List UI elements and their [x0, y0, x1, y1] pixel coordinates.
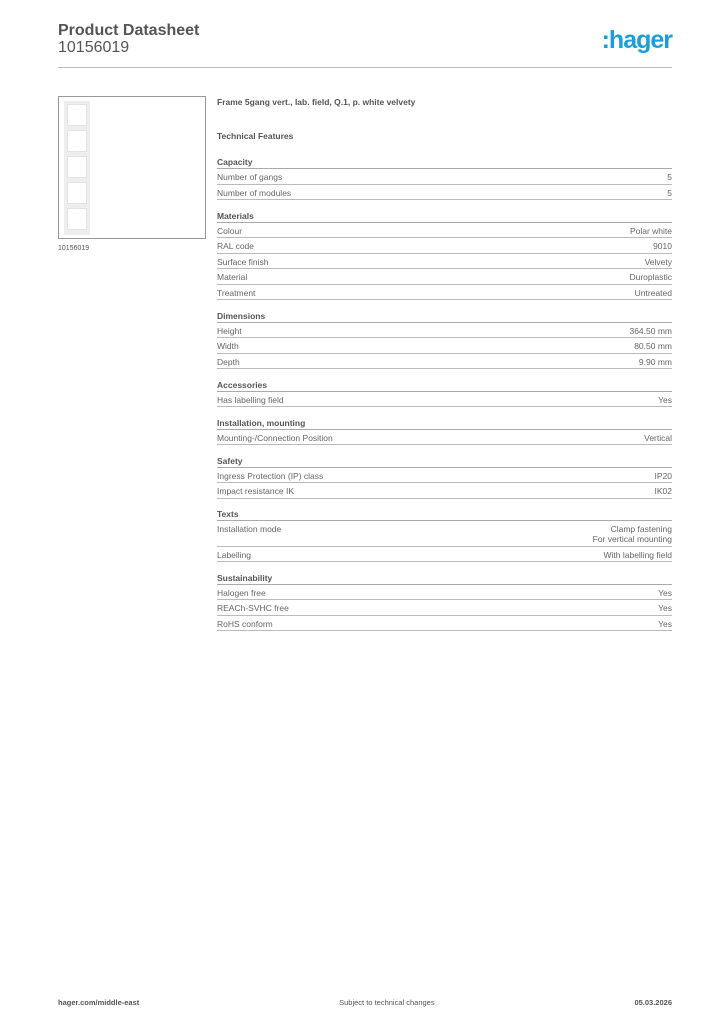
spec-label: Treatment	[217, 287, 256, 298]
gang-slot	[67, 182, 87, 204]
spec-value: Yes	[658, 603, 672, 613]
spec-label: Number of modules	[217, 187, 292, 198]
spec-label: Has labelling field	[217, 394, 284, 405]
spec-row	[217, 521, 672, 547]
spec-value: 80.50 mm	[634, 341, 672, 351]
spec-label: Colour	[217, 225, 243, 236]
gang-slot	[67, 104, 87, 126]
spec-value: Duroplastic	[629, 272, 672, 282]
page-title: Product Datasheet	[58, 22, 200, 39]
section-heading: Installation, mounting	[217, 417, 672, 430]
spec-label: Labelling	[217, 549, 252, 560]
spec-row	[217, 254, 672, 270]
spec-value: Yes	[658, 618, 672, 629]
spec-value: Velvety	[644, 256, 672, 267]
spec-row	[217, 269, 672, 285]
section-heading: Dimensions	[217, 310, 672, 323]
spec-content	[217, 96, 672, 641]
spec-value: Untreated	[634, 287, 672, 298]
spec-label: Material	[217, 272, 248, 282]
spec-value: IK02	[654, 486, 672, 496]
section-heading: Texts	[217, 508, 672, 521]
spec-row	[217, 547, 672, 563]
spec-section	[217, 572, 672, 632]
spec-value: Yes	[658, 587, 672, 598]
footer	[58, 998, 672, 1007]
section-heading: Materials	[217, 210, 672, 223]
spec-value: 364.50 mm	[629, 325, 672, 336]
spec-value: 9.90 mm	[638, 356, 672, 367]
spec-value: Vertical	[644, 432, 672, 443]
spec-section	[217, 455, 672, 499]
spec-label: RoHS conform	[217, 618, 273, 629]
spec-row	[217, 223, 672, 239]
spec-section	[217, 310, 672, 370]
spec-row	[217, 616, 672, 632]
header-divider	[58, 67, 672, 68]
spec-row	[217, 323, 672, 339]
spec-label: Mounting-/Connection Position	[217, 432, 333, 443]
spec-section	[217, 508, 672, 562]
frame-illustration	[64, 101, 90, 235]
product-title: Frame 5gang vert., lab. field, Q.1, p. white velvety	[217, 97, 416, 107]
spec-section	[217, 156, 672, 200]
product-image	[58, 96, 206, 239]
gang-slot	[67, 156, 87, 178]
spec-label: Number of gangs	[217, 172, 283, 182]
product-number: 10156019	[58, 39, 130, 56]
spec-section	[217, 210, 672, 301]
spec-row	[217, 468, 672, 484]
features-heading: Technical Features	[217, 131, 294, 141]
section-heading: Accessories	[217, 379, 672, 392]
spec-value: Polar white	[629, 225, 672, 236]
footer-notice: Subject to technical changes	[339, 998, 435, 1007]
spec-label: REACh-SVHC free	[217, 603, 289, 613]
spec-label: Installation mode	[217, 524, 282, 534]
spec-value: Clamp fastening For vertical mounting	[592, 524, 672, 544]
spec-sections	[217, 156, 672, 631]
hager-logo: :hager	[601, 26, 672, 54]
spec-value: IP20	[654, 470, 672, 481]
section-heading: Capacity	[217, 156, 672, 169]
spec-row	[217, 169, 672, 185]
section-heading: Sustainability	[217, 572, 672, 585]
spec-section	[217, 417, 672, 446]
spec-label: Halogen free	[217, 587, 266, 598]
spec-row	[217, 483, 672, 499]
spec-row	[217, 338, 672, 354]
spec-row	[217, 585, 672, 601]
spec-label: Ingress Protection (IP) class	[217, 470, 324, 481]
image-caption: 10156019	[58, 245, 90, 252]
section-heading: Safety	[217, 455, 672, 468]
spec-label: Surface finish	[217, 256, 269, 267]
spec-row	[217, 430, 672, 446]
spec-row	[217, 285, 672, 301]
gang-slot	[67, 208, 87, 230]
spec-value: Yes	[658, 394, 672, 405]
spec-value: 5	[667, 187, 672, 198]
spec-row	[217, 354, 672, 370]
spec-row	[217, 238, 672, 254]
footer-date: 05.03.2026	[634, 998, 672, 1007]
spec-row	[217, 185, 672, 201]
spec-label: RAL code	[217, 241, 255, 251]
spec-label: Impact resistance IK	[217, 486, 295, 496]
spec-label: Width	[217, 341, 239, 351]
spec-value: 5	[667, 172, 672, 182]
spec-section	[217, 379, 672, 408]
spec-row	[217, 600, 672, 616]
footer-website: hager.com/middle-east	[58, 998, 140, 1007]
spec-value: 9010	[653, 241, 672, 251]
spec-value: With labelling field	[603, 549, 672, 560]
gang-slot	[67, 130, 87, 152]
spec-row	[217, 392, 672, 408]
spec-label: Height	[217, 325, 242, 336]
spec-label: Depth	[217, 356, 240, 367]
